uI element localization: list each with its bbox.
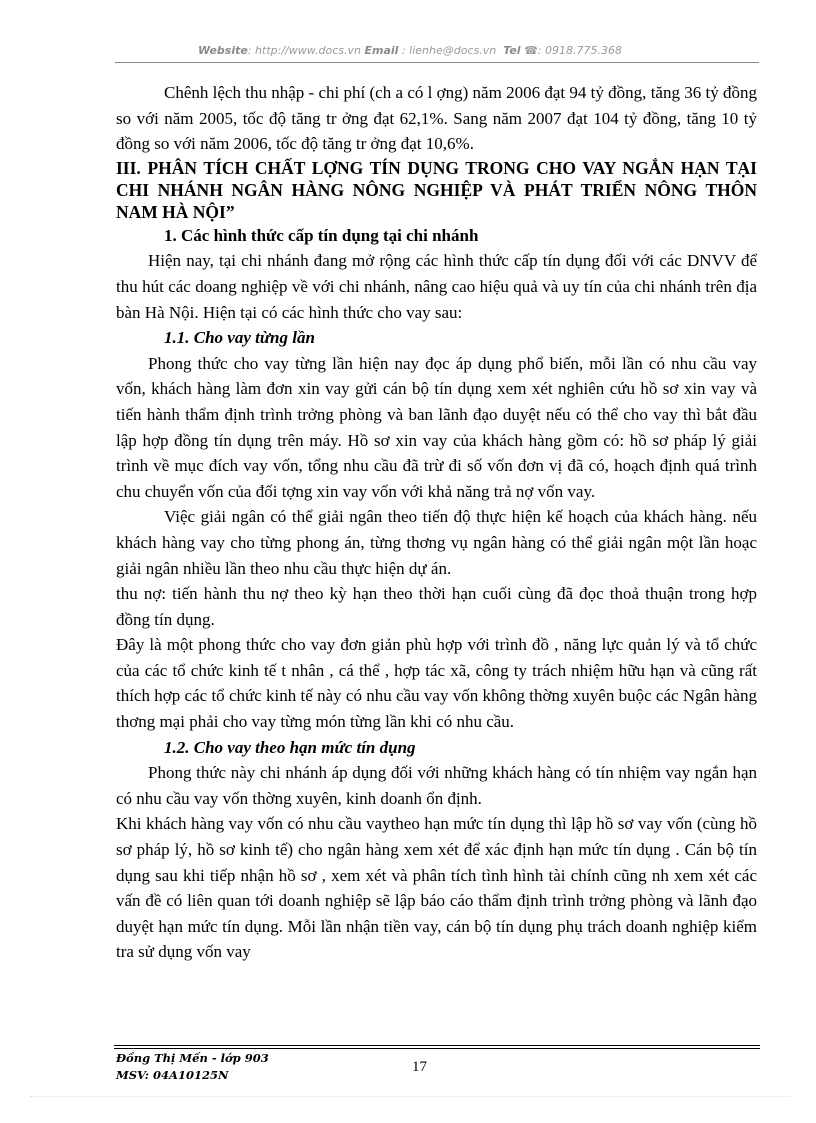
paragraph-credit-forms-intro: Hiện nay, tại chi nhánh đang mở rộng các hình thức cấp tín dụng đối với các DNVV để thu hút các doang nghiệp về với chi nhánh, nâng cao hiệu quả và uy tín của chi nhánh trên địa bàn Hà Nội. Hiện tại có các hình thức cho vay sau: xyxy=(116,251,757,322)
email-label: Email xyxy=(364,44,399,57)
website-label: Website xyxy=(198,44,248,57)
paragraph-per-loan-method: Phong thức cho vay từng lần hiện nay đọc áp dụng phổ biến, mỗi lần có nhu cầu vay vốn, khách hàng làm đơn xin vay gửi cán bộ tín dụng xem xét nghiên cứu hồ sơ xin vay và tiến hành thẩm định trình trởng phòng và ban lãnh đạo duyệt nếu có thể cho vay thì bắt đầu lập hợp đồng tín dụng trên máy. Hồ sơ xin vay của khách hàng gồm có: hồ sơ pháp lý giải trình về mục đích vay vốn, tổng nhu cầu đã trừ đi số vốn đơn vị đã có, hoạch định quá trình chu chuyển vốn của đối tợng xin vay vốn với khả năng trả nợ vốn vay. xyxy=(116,353,757,501)
paragraph-debt-collection: thu nợ: tiến hành thu nợ theo kỳ hạn theo thời hạn cuối cùng đã đọc thoả thuận trong hợp đồng tín dụng. xyxy=(116,584,757,629)
subsection-heading-1: 1. Các hình thức cấp tín dụng tại chi nhánh xyxy=(164,225,479,245)
page-header xyxy=(130,44,690,57)
section-heading-iii: III. PHÂN TÍCH CHẤT LỢNG TÍN DỤNG TRONG CHO VAY NGẮN HẠN TẠI CHI NHÁNH NGÂN HÀNG NÔNG NGHIỆP VÀ PHÁT TRIỂN NÔNG THÔN NAM HÀ NỘI” xyxy=(116,157,757,222)
website-url: : http://www.docs.vn xyxy=(247,44,362,57)
subsection-heading-1-2: 1.2. Cho vay theo hạn mức tín dụng xyxy=(164,737,416,757)
tel-label: Tel xyxy=(503,44,521,57)
document-body xyxy=(116,80,757,965)
footer-student-id: MSV: 04A10125N xyxy=(116,1068,229,1082)
footer-divider-bottom xyxy=(114,1048,760,1049)
footer-author: Đồng Thị Mến - lớp 903 xyxy=(116,1051,269,1065)
paragraph-simple-method: Đây là một phong thức cho vay đơn giản phù hợp với trình đồ , năng lực quản lý và tổ chức của các tổ chức kinh tế t nhân , cá thể , hợp tác xã, công ty trách nhiệm hữu hạn và cũng rất thích hợp các tổ chức kinh tế này có nhu cầu vay vốn không thờng xuyên buộc các Ngân hàng thơng mại phải cho vay từng món từng lần khi có nhu cầu. xyxy=(116,635,757,732)
header-divider xyxy=(115,62,759,63)
bottom-dotted-line xyxy=(30,1096,790,1097)
email-address: : lienhe@docs.vn xyxy=(398,44,497,57)
paragraph-credit-limit-process: Khi khách hàng vay vốn có nhu cầu vaytheo hạn mức tín dụng thì lập hồ sơ vay vốn (cùng hồ sơ pháp lý, hồ sơ kinh tế) cho ngân hàng xem xét để xác định hạn mức tín dụng . Cán bộ tín dụng sau khi tiếp nhận hồ sơ , xem xét và phân tích tình hình tài chính cũng nh xem xét các vấn đề có liên quan tới doanh nghiệp sẽ lập báo cáo thẩm định trình trởng phòng và lãnh đạo duyệt hạn mức tín dụng. Mỗi lần nhận tiền vay, cán bộ tín dụng phụ trách doanh nghiệp kiểm tra sử dụng vốn vay xyxy=(116,814,757,962)
tel-number: ☎: 0918.775.368 xyxy=(524,44,622,57)
paragraph-disbursement: Việc giải ngân có thể giải ngân theo tiến độ thực hiện kế hoạch của khách hàng. nếu khách hàng vay cho từng phong án, từng thơng vụ ngân hàng có thể giải ngân một lần hoạc giải ngân nhiều lần theo nhu cầu thực hiện dự án. xyxy=(116,507,757,578)
paragraph-income-difference: Chênh lệch thu nhập - chi phí (ch a có l ợng) năm 2006 đạt 94 tỷ đồng, tăng 36 tỷ đồng so với năm 2005, tốc độ tăng tr ởng đạt 62,1%. Sang năm 2007 đạt 104 tỷ đồng, tăng 10 tỷ đồng so với năm 2006, tốc độ tăng tr ởng đạt 10,6%. xyxy=(116,83,757,154)
subsection-heading-1-1: 1.1. Cho vay từng lần xyxy=(164,328,315,348)
footer-divider-top xyxy=(114,1045,760,1046)
page-number: 17 xyxy=(412,1059,427,1075)
paragraph-credit-limit-method: Phong thức này chi nhánh áp dụng đối với những khách hàng có tín nhiệm vay ngắn hạn có nhu cầu vay vốn thờng xuyên, kinh doanh ổn định. xyxy=(116,763,757,808)
footer-author-block xyxy=(116,1050,269,1084)
